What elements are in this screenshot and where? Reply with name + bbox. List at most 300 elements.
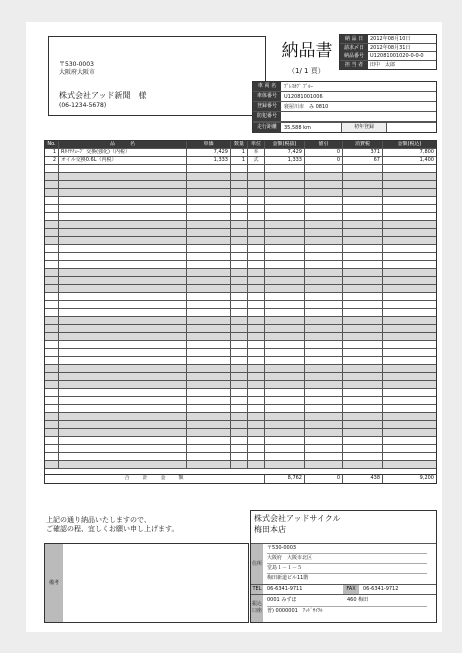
table-cell [59, 261, 187, 268]
meta-row [340, 44, 436, 53]
table-cell [187, 381, 231, 388]
table-cell [59, 277, 187, 284]
table-cell: 式 [248, 157, 265, 164]
table-cell [248, 445, 265, 452]
table-cell [59, 229, 187, 236]
table-cell [187, 349, 231, 356]
table-cell [187, 389, 231, 396]
table-cell [59, 397, 187, 404]
sender-bank-line1-right: 460 梅田 [347, 597, 369, 603]
table-cell [248, 197, 265, 204]
sender-fax: 06-6341-9712 [363, 586, 399, 592]
table-cell [383, 301, 436, 308]
total-value: 9,200 [419, 475, 434, 481]
table-row [45, 221, 436, 229]
table-cell [343, 269, 383, 276]
table-cell [231, 357, 248, 364]
table-cell [187, 245, 231, 252]
table-cell [265, 405, 305, 412]
table-cell [187, 237, 231, 244]
table-cell [383, 293, 436, 300]
table-cell [187, 181, 231, 188]
table-cell [265, 397, 305, 404]
table-cell [231, 237, 248, 244]
sender-address-line2: 堂島１－１－５ [267, 563, 427, 572]
table-cell [187, 429, 231, 436]
table-row [45, 261, 436, 269]
table-cell [248, 365, 265, 372]
table-cell [187, 437, 231, 444]
table-cell [248, 349, 265, 356]
meta-row [340, 35, 436, 44]
table-cell [265, 285, 305, 292]
table-cell: 0 [305, 149, 343, 156]
table-cell [305, 453, 343, 460]
footer-message-line2: ご確認の程、宜しくお願い申し上げます。 [46, 525, 179, 533]
vehicle-label: 車体番号 [253, 92, 281, 101]
sender-fax-label: FAX [343, 585, 359, 594]
table-cell [45, 349, 59, 356]
table-cell [187, 333, 231, 340]
table-cell [343, 365, 383, 372]
sender-bank-line1-left: 0001 みずほ [267, 597, 297, 603]
table-cell [305, 437, 343, 444]
table-row [45, 405, 436, 413]
table-cell [231, 365, 248, 372]
table-cell [343, 325, 383, 332]
table-cell [59, 309, 187, 316]
table-cell [59, 293, 187, 300]
table-row [45, 197, 436, 205]
table-cell [59, 373, 187, 380]
table-cell [231, 285, 248, 292]
table-cell [45, 261, 59, 268]
table-cell [59, 445, 187, 452]
table-cell [231, 429, 248, 436]
vehicle-label: 防犯番号 [253, 112, 281, 121]
table-cell [187, 277, 231, 284]
table-cell [305, 181, 343, 188]
table-cell [248, 245, 265, 252]
table-header-cell: 数量 [231, 141, 248, 148]
table-cell [45, 421, 59, 428]
table-cell [231, 373, 248, 380]
sender-tel-label: TEL [252, 586, 262, 592]
vehicle-box [252, 81, 437, 133]
table-row [45, 189, 436, 197]
table-cell [343, 253, 383, 260]
table-cell [343, 301, 383, 308]
table-cell [305, 317, 343, 324]
table-cell [265, 357, 305, 364]
table-cell [187, 309, 231, 316]
table-cell [305, 253, 343, 260]
table-cell [248, 317, 265, 324]
table-row [45, 325, 436, 333]
recipient-address: 大阪府大阪市 [59, 69, 96, 76]
table-cell [231, 405, 248, 412]
mileage-value: 35,588 km [284, 125, 311, 131]
table-cell [383, 229, 436, 236]
table-cell [59, 301, 187, 308]
table-cell [187, 261, 231, 268]
meta-box [339, 34, 437, 70]
table-row [45, 173, 436, 181]
table-cell [265, 181, 305, 188]
total-label: 合 計 金 額 [45, 475, 265, 483]
table-cell [231, 453, 248, 460]
table-cell [383, 165, 436, 172]
table-cell: 1,333 [187, 157, 231, 164]
table-cell [248, 253, 265, 260]
table-cell [305, 229, 343, 236]
table-cell [45, 253, 59, 260]
table-cell: 7,800 [419, 149, 434, 155]
table-cell [248, 213, 265, 220]
table-cell [343, 229, 383, 236]
table-cell: 371 [343, 149, 383, 156]
table-cell [265, 165, 305, 172]
table-cell [343, 205, 383, 212]
table-cell [187, 229, 231, 236]
table-cell [231, 197, 248, 204]
table-cell [187, 189, 231, 196]
table-row [45, 205, 436, 213]
document-title: 納品書 [281, 41, 333, 61]
table-cell [59, 213, 187, 220]
table-cell [187, 293, 231, 300]
table-cell [45, 317, 59, 324]
table-cell [383, 405, 436, 412]
table-cell [231, 461, 248, 468]
total-value: 8,762 [265, 475, 305, 483]
table-cell [187, 373, 231, 380]
table-cell [305, 237, 343, 244]
table-cell [343, 317, 383, 324]
delivery-slip-page [26, 22, 442, 632]
table-cell [45, 365, 59, 372]
table-cell [59, 181, 187, 188]
table-cell [45, 237, 59, 244]
recipient-phone: (06-1234-5678) [59, 102, 107, 109]
table-cell [343, 453, 383, 460]
table-cell [59, 461, 187, 468]
table-cell [248, 341, 265, 348]
table-cell [59, 333, 187, 340]
table-cell [248, 413, 265, 420]
table-cell [383, 189, 436, 196]
table-cell [343, 181, 383, 188]
table-cell [59, 205, 187, 212]
table-cell [305, 245, 343, 252]
table-cell [343, 397, 383, 404]
table-cell [231, 421, 248, 428]
table-row [45, 229, 436, 237]
table-cell [343, 349, 383, 356]
sender-branch: 梅田本店 [254, 525, 286, 534]
table-row [45, 421, 436, 429]
table-header-cell: 金額(税抜) [265, 141, 305, 148]
table-cell [231, 397, 248, 404]
sender-bank-label: 振込口座 [251, 595, 263, 622]
mileage-label: 走行距離 [253, 123, 281, 133]
table-cell [343, 293, 383, 300]
table-row [45, 213, 436, 221]
table-cell [265, 381, 305, 388]
table-cell [231, 325, 248, 332]
table-cell [45, 277, 59, 284]
table-cell [265, 205, 305, 212]
table-cell [187, 173, 231, 180]
table-cell [265, 453, 305, 460]
table-cell [59, 389, 187, 396]
table-cell [59, 381, 187, 388]
table-cell [59, 165, 187, 172]
table-cell [231, 181, 248, 188]
table-cell [248, 309, 265, 316]
sender-address-line3: 梅田新道ビル11階 [267, 573, 427, 582]
sender-postal: 〒530-0003 [267, 545, 297, 551]
remarks-label: 備考 [45, 544, 63, 622]
table-cell [265, 389, 305, 396]
table-cell [248, 229, 265, 236]
table-cell [383, 261, 436, 268]
total-value: 0 [305, 475, 343, 483]
table-cell [265, 277, 305, 284]
table-cell [305, 333, 343, 340]
table-cell [231, 333, 248, 340]
table-cell [265, 349, 305, 356]
table-cell [231, 277, 248, 284]
table-cell: 1,333 [265, 157, 305, 164]
sender-address-label: 住所 [251, 544, 263, 584]
table-cell [231, 229, 248, 236]
table-cell [187, 325, 231, 332]
vehicle-value: 寝屋川市 み 0810 [284, 104, 329, 110]
table-row [45, 317, 436, 325]
table-cell [231, 309, 248, 316]
table-row [45, 357, 436, 365]
table-cell [248, 357, 265, 364]
table-cell [305, 285, 343, 292]
table-cell [265, 213, 305, 220]
remarks-box [44, 543, 249, 623]
table-cell [187, 213, 231, 220]
table-cell [343, 333, 383, 340]
table-row [45, 253, 436, 261]
table-cell [45, 333, 59, 340]
table-cell [59, 173, 187, 180]
table-cell [383, 325, 436, 332]
table-header-row [45, 141, 436, 149]
table-cell [45, 373, 59, 380]
table-cell [305, 213, 343, 220]
table-cell [248, 461, 265, 468]
table-cell [383, 445, 436, 452]
table-cell [45, 357, 59, 364]
table-cell [305, 293, 343, 300]
table-cell [231, 301, 248, 308]
table-cell [343, 237, 383, 244]
table-row [45, 301, 436, 309]
table-cell [59, 317, 187, 324]
meta-label: 担 当 者 [340, 61, 368, 69]
table-header-cell: 値引 [305, 141, 343, 148]
table-cell [45, 245, 59, 252]
table-row [45, 413, 436, 421]
table-cell [231, 221, 248, 228]
table-cell [383, 349, 436, 356]
table-cell: 1 [231, 149, 248, 156]
table-cell [248, 293, 265, 300]
table-cell [265, 301, 305, 308]
table-cell [59, 325, 187, 332]
table-row [45, 309, 436, 317]
table-cell [305, 365, 343, 372]
table-cell [383, 429, 436, 436]
table-row [45, 381, 436, 389]
table-cell [231, 173, 248, 180]
table-cell [45, 325, 59, 332]
table-row [45, 149, 436, 157]
table-cell [305, 381, 343, 388]
table-cell [305, 309, 343, 316]
table-row [45, 285, 436, 293]
table-cell [305, 397, 343, 404]
table-cell: 本 [248, 149, 265, 156]
table-cell [45, 221, 59, 228]
table-cell [59, 285, 187, 292]
table-cell [305, 389, 343, 396]
table-cell [231, 293, 248, 300]
table-cell [343, 189, 383, 196]
table-cell [187, 365, 231, 372]
table-row [45, 429, 436, 437]
recipient-box [48, 36, 266, 116]
meta-value: U12081001020-0-0-0 [370, 53, 424, 59]
table-cell [59, 349, 187, 356]
table-cell [383, 453, 436, 460]
table-cell [265, 429, 305, 436]
table-header-cell: 品 名 [59, 141, 187, 148]
table-cell [59, 269, 187, 276]
table-cell [383, 461, 436, 468]
vehicle-label: 登録番号 [253, 102, 281, 111]
table-cell [265, 413, 305, 420]
table-cell [248, 269, 265, 276]
table-cell [305, 261, 343, 268]
table-cell [343, 285, 383, 292]
meta-value: 田中 太郎 [370, 61, 396, 68]
table-cell [265, 373, 305, 380]
table-cell [305, 421, 343, 428]
table-cell [383, 333, 436, 340]
table-cell [265, 269, 305, 276]
table-cell [305, 461, 343, 468]
table-cell [383, 245, 436, 252]
table-row [45, 341, 436, 349]
table-cell [45, 213, 59, 220]
table-cell [265, 229, 305, 236]
table-row [45, 373, 436, 381]
table-cell [305, 189, 343, 196]
table-cell [383, 309, 436, 316]
table-cell [248, 373, 265, 380]
table-cell [248, 221, 265, 228]
table-cell [248, 437, 265, 444]
table-cell [45, 165, 59, 172]
table-cell [59, 429, 187, 436]
table-cell [383, 389, 436, 396]
table-cell [187, 317, 231, 324]
table-cell [59, 221, 187, 228]
table-row [45, 397, 436, 405]
table-row [45, 333, 436, 341]
table-cell [59, 357, 187, 364]
table-cell [343, 461, 383, 468]
table-cell [265, 237, 305, 244]
table-cell: 7,429 [265, 149, 305, 156]
table-cell [187, 285, 231, 292]
table-cell [265, 341, 305, 348]
table-cell [305, 349, 343, 356]
table-row [45, 349, 436, 357]
table-cell [59, 405, 187, 412]
table-row [45, 293, 436, 301]
table-cell [248, 165, 265, 172]
table-cell [383, 413, 436, 420]
footer-message-line1: 上記の通り納品いたしますので、 [46, 516, 151, 524]
table-cell [343, 213, 383, 220]
table-cell [45, 437, 59, 444]
table-cell [248, 181, 265, 188]
sender-company: 株式会社アッドサイクル [254, 514, 341, 523]
table-cell [265, 445, 305, 452]
table-cell [343, 373, 383, 380]
table-cell [45, 189, 59, 196]
table-cell [265, 333, 305, 340]
table-row [45, 237, 436, 245]
table-cell [248, 205, 265, 212]
table-cell [383, 181, 436, 188]
table-cell [265, 245, 305, 252]
table-cell [248, 389, 265, 396]
table-cell: 7,429 [187, 149, 231, 156]
first-registration-label: 初年登録 [341, 123, 387, 132]
vehicle-label: 車 両 名 [253, 82, 281, 91]
table-cell [45, 181, 59, 188]
table-cell [305, 197, 343, 204]
table-cell [343, 261, 383, 268]
table-cell [248, 189, 265, 196]
table-cell [59, 189, 187, 196]
table-cell [305, 429, 343, 436]
table-row [45, 165, 436, 173]
table-cell: オイル交換0.6L（内税） [59, 157, 187, 164]
table-cell [305, 173, 343, 180]
table-cell [231, 341, 248, 348]
table-cell [383, 205, 436, 212]
table-cell [248, 405, 265, 412]
table-cell [45, 461, 59, 468]
table-cell [305, 301, 343, 308]
table-cell [45, 293, 59, 300]
sender-tel: 06-6341-9711 [267, 586, 303, 592]
table-cell [265, 437, 305, 444]
table-cell [343, 173, 383, 180]
table-cell [45, 381, 59, 388]
table-cell [383, 341, 436, 348]
